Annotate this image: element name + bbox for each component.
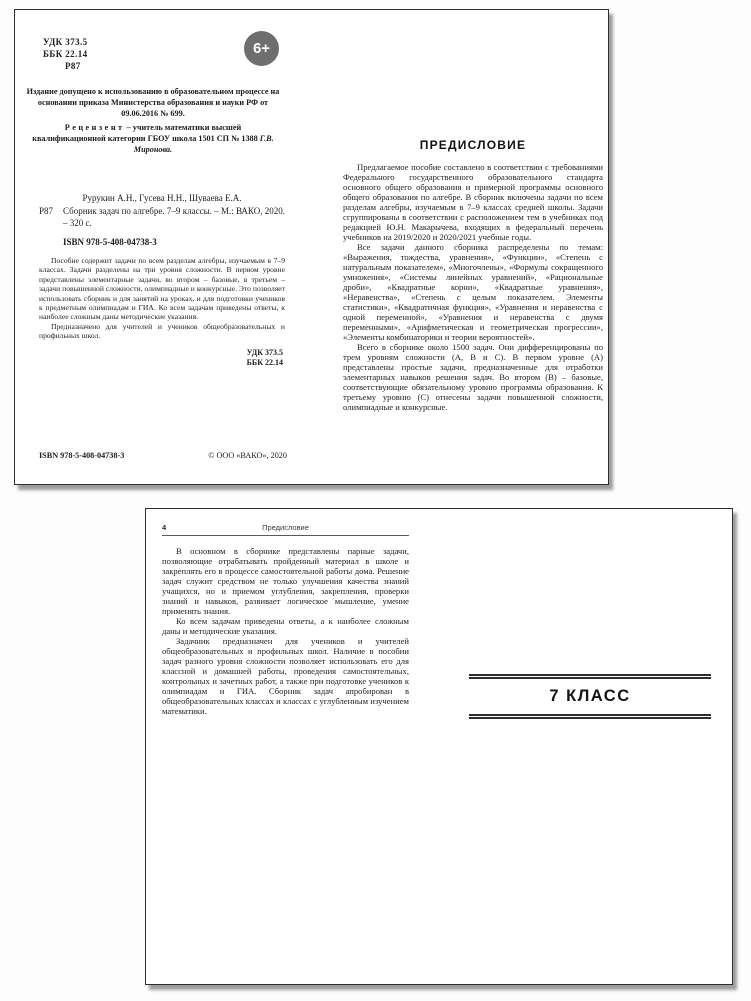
annotation: [39, 256, 285, 341]
annotation-paragraph: Пособие содержит задачи по всем разделам алгебры, изучаемым в 7–9 классах. Задачи разделены на три уровня сложности. В первом уровне представлены элементарные задачи, во втором – базовые, в третьем – задачи повышенной сложности, олимпиадные и конкурсные. Это позволяет использовать сборник и для занятий на уроках, и для подготовки учеников к предметным олимпиадам и ГИА. Ко всем задачам приведены ответы, к наиболее сложным даны методические указания.: [39, 256, 285, 322]
udc-code-footer: УДК 373.5: [246, 347, 283, 357]
chapter-rule-bottom: [469, 714, 711, 719]
bbk-code-footer: ББК 22.14: [246, 358, 283, 368]
classification-codes-footer: [39, 348, 285, 369]
book-spread-bottom: [145, 508, 733, 985]
imprint-footer: [39, 451, 287, 460]
reviewer-label: Рецензент: [64, 123, 125, 132]
reviewer-notice: [29, 122, 277, 155]
publication-block: [39, 192, 285, 369]
preface-paragraph: Все задачи данного сборника распределены по темам: «Выражения, тождества, уравнения», «Функции», «Степень с натуральным показателем», «Многочлены», «Формулы сокращенного умножения», «Системы линейных уравнений», «Рациональные дроби», «Квадратные корни», «Квадратные уравнения», «Неравенства», «Степень с целым показателем. Элементы статистики», «Квадратичная функция», «Уравнения и неравенства с одной переменной», «Уравнения и неравенства с двумя переменными», «Арифметическая и геометрическая прогрессии», «Элементы комбинаторики и теории вероятностей».: [343, 242, 603, 342]
reviewer-text: – учитель математики высшей квалификационной категории ГБОУ школа 1501 СП № 1388: [32, 123, 260, 143]
age-rating-badge: [244, 31, 279, 66]
page-number: 4: [162, 523, 167, 532]
preface-page: [343, 138, 603, 412]
annotation-paragraph: Предназначено для учителей и учеников общеобразовательных и профильных школ.: [39, 321, 285, 341]
isbn-footer: ISBN 978-5-408-04738-3: [39, 451, 125, 460]
udc-code: УДК 373.5: [43, 37, 88, 47]
preface-body: [343, 162, 603, 412]
page4-body: [162, 546, 409, 716]
copyright-notice: © ООО «ВАКО», 2020: [208, 451, 287, 460]
chapter-divider: [469, 674, 711, 719]
preface-paragraph: Всего в сборнике около 1500 задач. Они дифференцированы по трем уровням сложности (А, В и С). В первом уровне (А) представлены простые задачи, предназначенные для отработки элементарных навыков решения задач. Во втором (В) – базовые, соответствующие обязательному уровню программы образования. К третьему уровню (С) отнесены задачи повышенной сложности, олимпиадные и конкурсные.: [343, 342, 603, 412]
preface-page-4: [162, 523, 409, 716]
age-rating-label: 6+: [252, 40, 271, 57]
page4-paragraph: В основном в сборнике представлены парные задачи, позволяющие отрабатывать пройденный материал в школе и закреплять его в процессе самостоятельной работы дома. Решение задач служит средством не только улучшения качества знаний учащихся, но и приемом углубления, закрепления, проверки знаний и навыков, развивает логическое мышление, умение применять знания.: [162, 546, 409, 616]
chapter-rule-top: [469, 674, 711, 679]
page4-paragraph: Ко всем задачам приведены ответы, а к наиболее сложным даны и методические указания.: [162, 616, 409, 636]
page4-paragraph: Задачник предназначен для учеников и учителей общеобразовательных и профильных школ. Наличие в пособии задач разного уровня сложности позволяет использовать его для классной и домашней работы, проведения самостоятельных, контрольных и зачетных работ, а также при подготовке учеников к олимпиадам и ГИА. Сборник задач апробирован в общеобразовательных классах и классах с углубленным изучением математики.: [162, 636, 409, 716]
running-head: [162, 523, 409, 536]
approval-notice: Издание допущено к использованию в образовательном процессе на основании приказа Министерства образования и науки РФ от 09.06.2016 № 699.: [26, 87, 280, 118]
book-spread-top: [14, 9, 609, 485]
authors-line: Рурукин А.Н., Гусева Н.Н., Шуваева Е.А.: [82, 193, 242, 203]
chapter-title: 7 КЛАСС: [549, 687, 631, 705]
bib-entry-text: Сборник задач по алгебре. 7–9 классы. – М.: ВАКО, 2020. – 320 с.: [63, 206, 285, 228]
bbk-code: ББК 22.14: [43, 49, 88, 59]
isbn-line: ISBN 978-5-408-04738-3: [63, 237, 157, 247]
running-title: Предисловие: [262, 523, 309, 532]
classification-codes: [43, 36, 88, 72]
bib-code: Р87: [39, 206, 54, 216]
preface-title: ПРЕДИСЛОВИЕ: [419, 138, 527, 152]
bibliographic-entry: [39, 205, 285, 229]
author-sign-code: Р87: [65, 61, 81, 71]
preface-paragraph: Предлагаемое пособие составлено в соответствии с требованиями Федерального государственного образовательного стандарта основного общего образования и примерной программы основного общего образования по алгебре. В сборник включены задачи по всем разделам алгебры, изучаемым в 7–9 классах средней школы. Задачи сгруппированы в соответствии с расположением тем в учебниках под редакцией Ю.Н. Макарычева, входящих в федеральный перечень учебников на 2019/2020 и 2020/2021 учебные годы.: [343, 162, 603, 242]
reviewer-name: Г.В. Миронова.: [133, 134, 274, 154]
